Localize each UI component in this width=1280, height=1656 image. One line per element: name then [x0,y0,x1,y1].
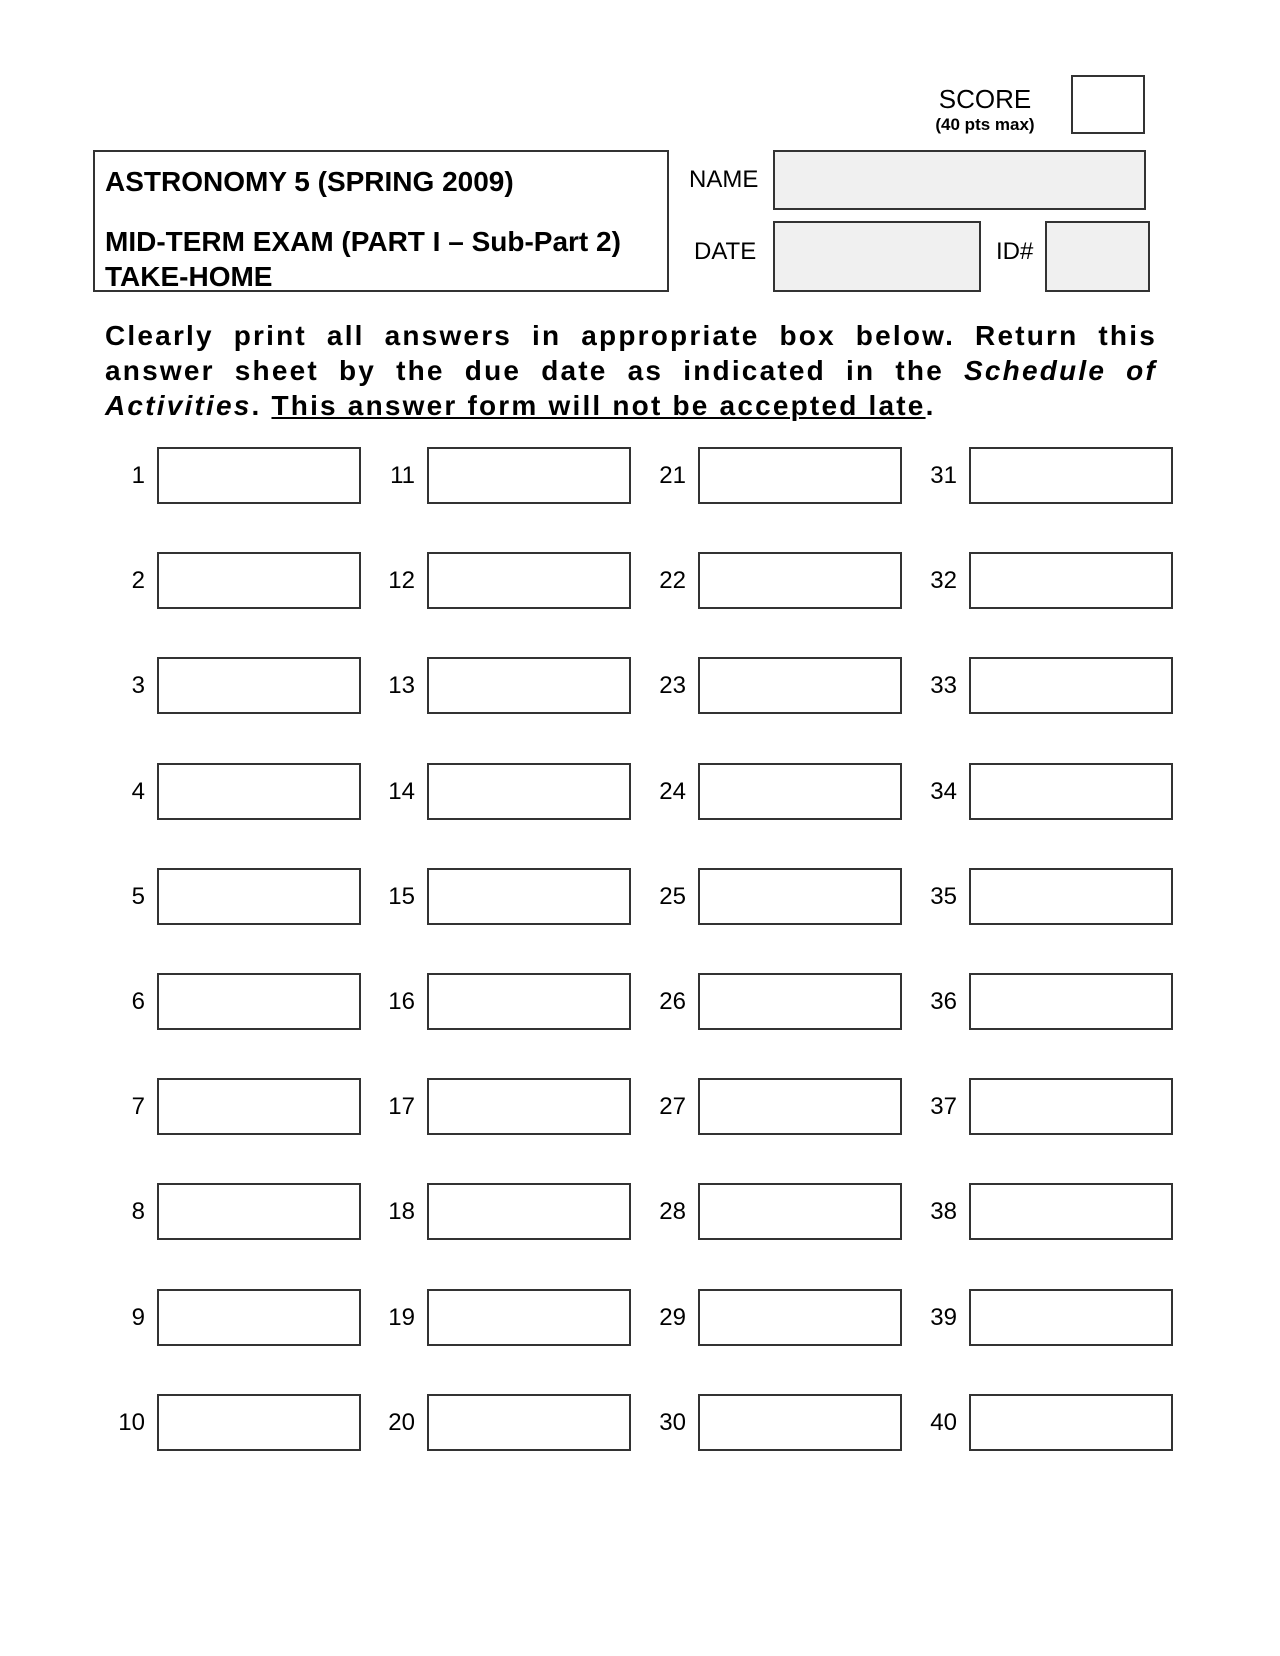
instructions-late-notice: This answer form will not be accepted late [271,390,926,421]
answer-box[interactable] [698,1078,902,1135]
answer-number: 15 [388,883,415,910]
answer-number: 10 [118,1409,145,1436]
answer-box[interactable] [157,868,361,925]
answer-box[interactable] [698,447,902,504]
answer-box[interactable] [969,552,1173,609]
answer-number: 32 [930,567,957,594]
answer-number: 34 [930,778,957,805]
answer-number: 1 [131,462,145,489]
answer-number: 36 [930,988,957,1015]
answer-box[interactable] [427,447,631,504]
answer-number: 3 [131,672,145,699]
answer-box[interactable] [427,763,631,820]
answer-number: 12 [388,567,415,594]
answer-number: 25 [659,883,686,910]
name-field[interactable] [773,150,1146,210]
exam-title-box [93,150,669,292]
score-max-note: (40 pts max) [935,115,1035,134]
instructions-text: Clearly print all answers in appropriate box below. Return this answer sheet by the due date as indicated in the [105,320,1157,386]
answer-box[interactable] [157,552,361,609]
answer-number: 20 [388,1409,415,1436]
answer-box[interactable] [157,1289,361,1346]
answer-number: 2 [131,567,145,594]
answer-number: 26 [659,988,686,1015]
answer-number: 11 [390,462,415,489]
exam-title-line2: TAKE-HOME [105,261,273,292]
answer-number: 39 [930,1304,957,1331]
answer-box[interactable] [969,657,1173,714]
answer-number: 18 [388,1198,415,1225]
answer-box[interactable] [698,973,902,1030]
answer-number: 13 [388,672,415,699]
answer-number: 6 [131,988,145,1015]
score-title: SCORE [938,84,1032,114]
answer-box[interactable] [698,657,902,714]
answer-number: 27 [659,1093,686,1120]
exam-title [105,224,621,294]
answer-box[interactable] [427,552,631,609]
answer-number: 40 [930,1409,957,1436]
answer-box[interactable] [698,868,902,925]
answer-box[interactable] [969,973,1173,1030]
name-label: NAME [689,166,759,193]
answer-number: 4 [131,778,145,805]
id-field[interactable] [1045,221,1150,292]
answer-box[interactable] [427,1289,631,1346]
answer-number: 29 [659,1304,686,1331]
answer-number: 17 [388,1093,415,1120]
answer-box[interactable] [427,1183,631,1240]
course-title: ASTRONOMY 5 (SPRING 2009) [105,166,514,197]
answer-number: 23 [659,672,686,699]
date-field[interactable] [773,221,981,292]
score-label [905,84,1065,136]
answer-box[interactable] [157,447,361,504]
answer-box[interactable] [969,868,1173,925]
answer-box[interactable] [969,1078,1173,1135]
answer-box[interactable] [157,1183,361,1240]
answer-box[interactable] [157,763,361,820]
answer-number: 19 [388,1304,415,1331]
answer-box[interactable] [969,447,1173,504]
instructions-schedule: Schedule of Activities [105,355,1158,421]
exam-title-line1: MID-TERM EXAM (PART I – Sub-Part 2) [105,226,621,257]
answer-number: 28 [659,1198,686,1225]
answer-box[interactable] [157,1394,361,1451]
answer-number: 31 [930,462,957,489]
answer-box[interactable] [427,1078,631,1135]
answer-number: 21 [659,462,686,489]
answer-number: 9 [131,1304,145,1331]
answer-number: 33 [930,672,957,699]
answer-box[interactable] [969,1183,1173,1240]
answer-box[interactable] [969,1289,1173,1346]
answer-number: 35 [930,883,957,910]
answer-box[interactable] [157,657,361,714]
date-label: DATE [694,238,757,265]
answer-box[interactable] [427,1394,631,1451]
answer-number: 16 [388,988,415,1015]
answer-number: 30 [659,1409,686,1436]
answer-number: 14 [388,778,415,805]
answer-box[interactable] [969,1394,1173,1451]
answer-number: 8 [131,1198,145,1225]
answer-box[interactable] [427,868,631,925]
answer-number: 22 [659,567,686,594]
answer-box[interactable] [157,1078,361,1135]
answer-box[interactable] [427,973,631,1030]
id-label: ID# [996,238,1034,265]
answer-number: 37 [930,1093,957,1120]
answer-box[interactable] [698,552,902,609]
instructions-sep: . [251,390,272,421]
answer-number: 5 [131,883,145,910]
answer-number: 38 [930,1198,957,1225]
answer-box[interactable] [157,973,361,1030]
answer-box[interactable] [698,1183,902,1240]
answer-box[interactable] [698,1289,902,1346]
instructions-end: . [925,390,936,421]
answer-number: 24 [659,778,686,805]
answer-box[interactable] [698,763,902,820]
answer-box[interactable] [969,763,1173,820]
instructions [105,318,1157,423]
score-box [1071,75,1145,134]
answer-number: 7 [131,1093,145,1120]
answer-box[interactable] [698,1394,902,1451]
answer-box[interactable] [427,657,631,714]
